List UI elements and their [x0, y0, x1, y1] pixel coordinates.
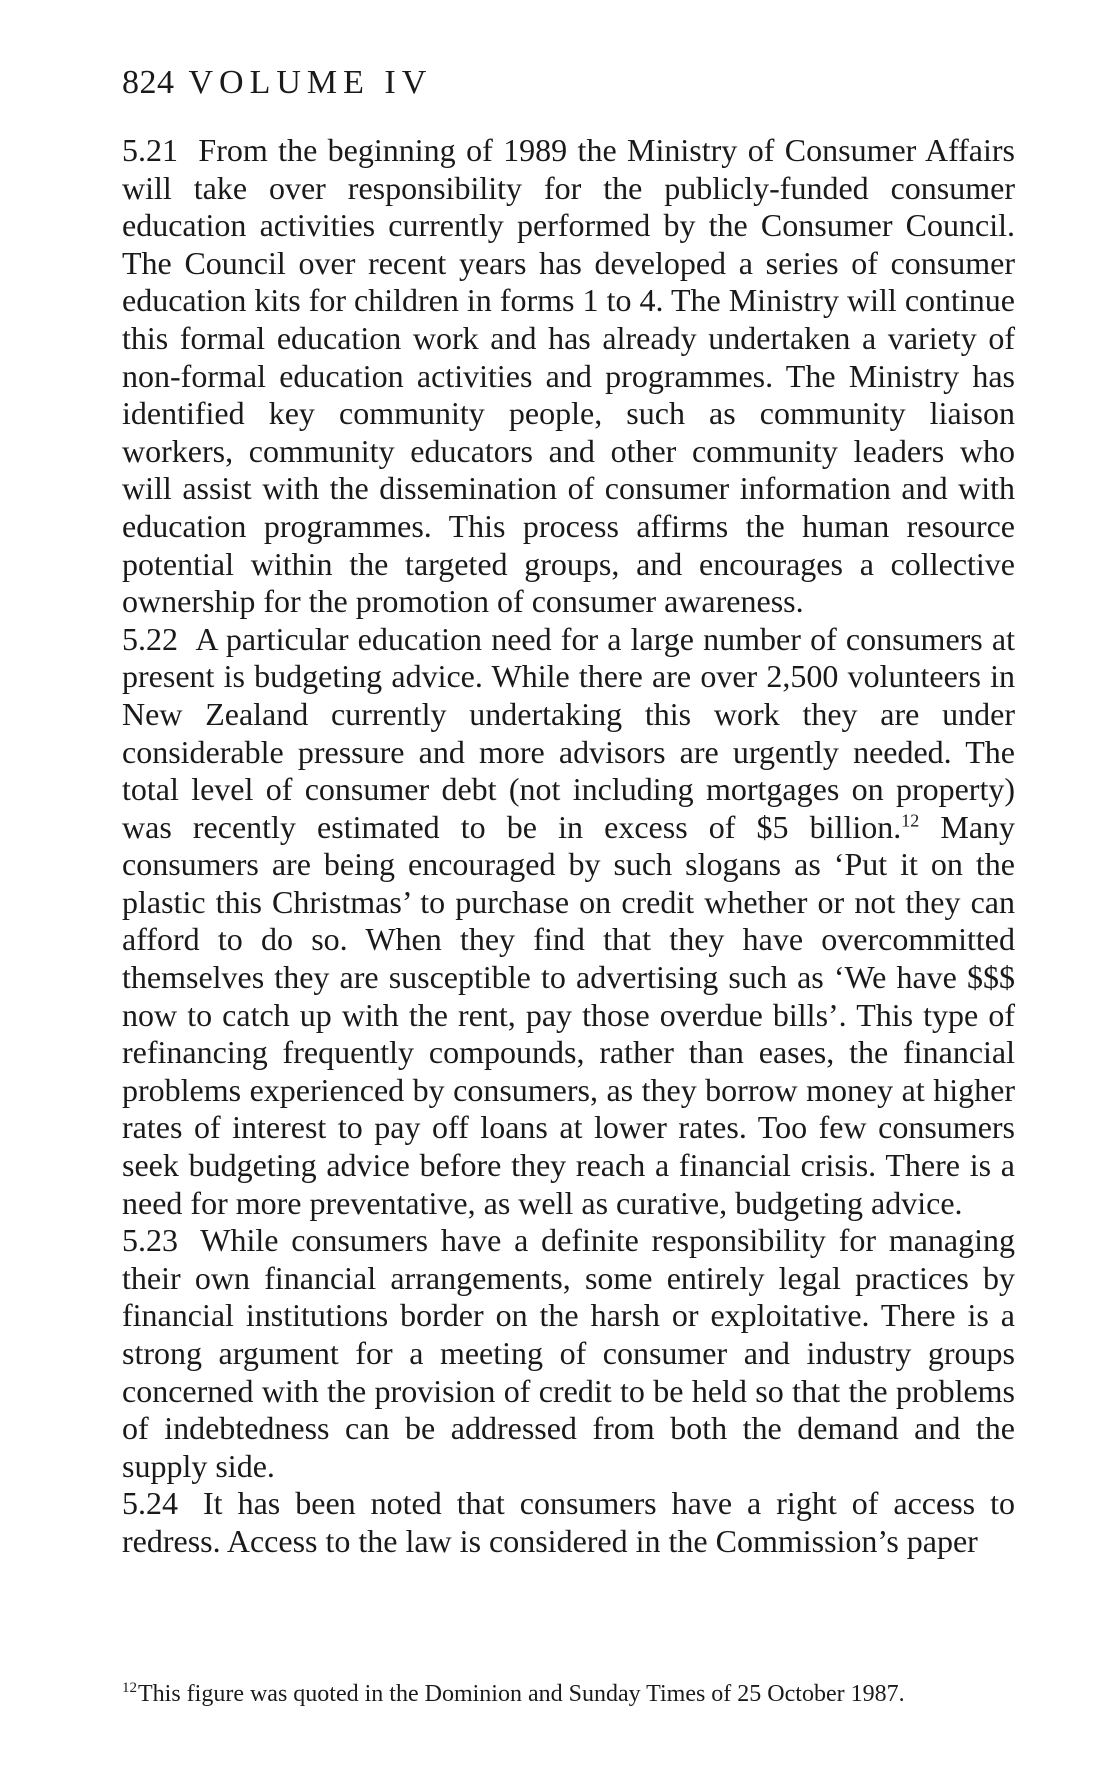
volume-label: VOLUME IV: [188, 64, 433, 101]
body-text: [122, 132, 1015, 1561]
paragraph-text: A particular education need for a large number of consumers at present is budgeting advice. While there are over 2,500 volunteers in New Zealand currently undertaking this work they are under considerable pressure and more advisors are urgently needed. The total level of consumer debt (not including mortgages on property) was recently estimated to be in excess of $5 billion.: [122, 620, 1016, 845]
footnote: [122, 1680, 1015, 1709]
paragraph-number: 5.23: [122, 1222, 178, 1259]
running-head: [122, 66, 432, 100]
paragraph-text: From the beginning of 1989 the Ministry of Consumer Affairs will take over responsibility for the publicly-funded consumer education activities currently performed by the Consumer Council. The Council over recent years has developed a series of consumer education kits for children in forms 1 to 4. The Ministry will continue this formal education work and has already undertaken a variety of non-formal education activities and programmes. The Ministry has identified key community people, such as community liaison workers, community educators and other community leaders who will assist with the dissemination of consumer information and with education programmes. This process affirms the human resource potential within the targeted groups, and encourages a collective ownership for the promotion of consumer awareness.: [122, 132, 1016, 620]
paragraph-5-21: [122, 132, 1015, 621]
paragraph-text-continued: Many consumers are being encouraged by such slogans as ‘Put it on the plastic this Christmas’ to purchase on credit whether or not they can afford to do so. When they find that they have overcommitted themselves they are susceptible to advertising such as ‘We have $$$ now to catch up with the rent, pay those overdue bills’. This type of refinancing frequently compounds, rather than eases, the financial problems experienced by consumers, as they borrow money at higher rates of interest to pay off loans at lower rates. Too few consumers seek budgeting advice before they reach a financial crisis. There is a need for more preventative, as well as curative, budgeting advice.: [122, 808, 1016, 1221]
paragraph-number: 5.22: [122, 620, 178, 657]
footnote-text: This figure was quoted in the Dominion and Sunday Times of 25 October 1987.: [138, 1681, 905, 1707]
paragraph-5-22: [122, 621, 1015, 1223]
paragraph-text: While consumers have a definite responsibility for managing their own financial arrangements, some entirely legal practices by financial institutions border on the harsh or exploitative. There is a strong argument for a meeting of consumer and industry groups concerned with the provision of credit to be held so that the problems of indebtedness can be addressed from both the demand and the supply side.: [122, 1222, 1016, 1484]
paragraph-5-24: [122, 1485, 1015, 1560]
paragraph-text: It has been noted that consumers have a right of access to redress. Access to the law is considered in the Commission’s paper: [122, 1485, 1016, 1559]
footnote-mark: 12: [122, 1680, 137, 1696]
footnote-reference: 12: [901, 810, 920, 831]
paragraph-number: 5.21: [122, 132, 178, 168]
paragraph-number: 5.24: [122, 1485, 178, 1522]
paragraph-5-23: [122, 1222, 1015, 1485]
page-number: 824: [122, 64, 175, 101]
